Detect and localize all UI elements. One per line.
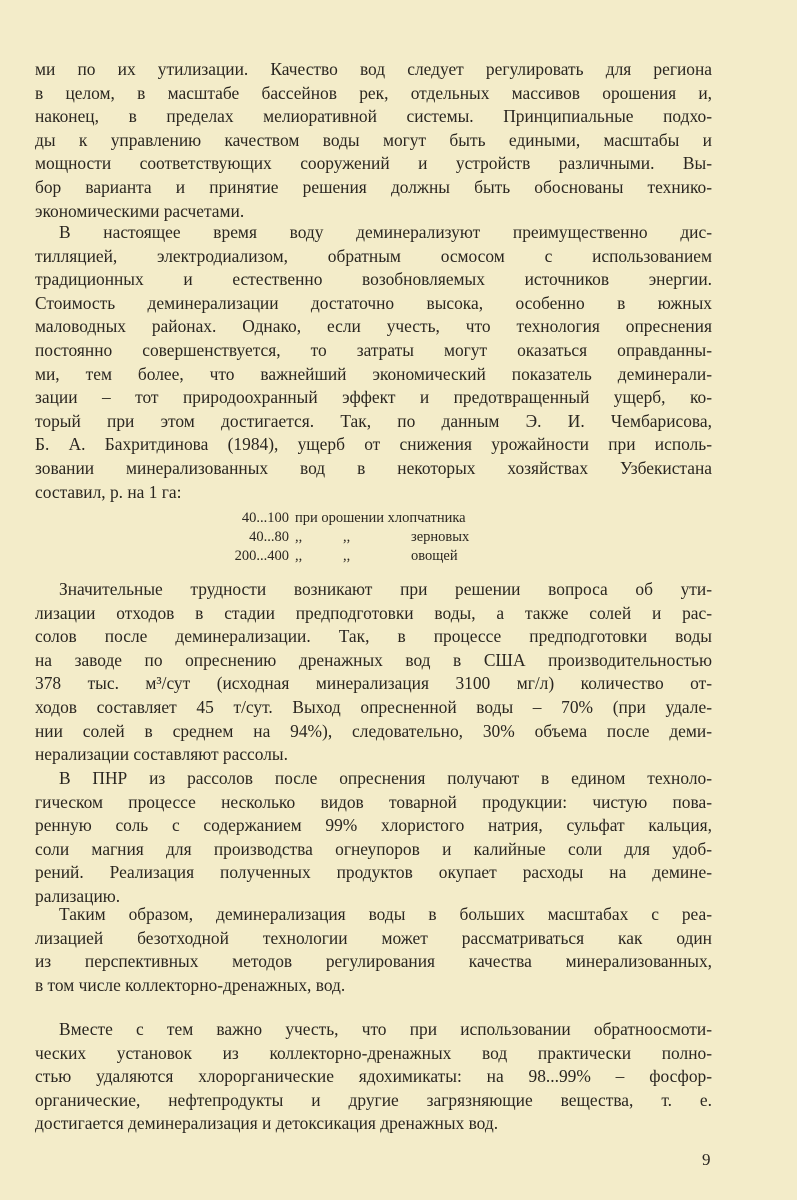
text-line: ми по их утилизации. Качество вод следует регулировать для региона xyxy=(35,59,712,79)
text-line: зации – тот природоохранный эффект и предотвращенный ущерб, ко- xyxy=(35,387,712,408)
text-line: ми, тем более, что важнейший экономический показатель деминерали- xyxy=(35,363,712,384)
ditto-mark: ,, xyxy=(343,529,351,545)
text-line: составил, р. на 1 га: xyxy=(35,481,182,502)
range: 200...400 xyxy=(234,548,289,564)
range: 40...100 xyxy=(241,510,289,526)
paragraph xyxy=(35,58,712,223)
text-line: мощности соответствующих сооружений и устройств различными. Вы- xyxy=(35,153,712,174)
text-line: из перспективных методов регулирования качества минерализованных, xyxy=(35,951,712,972)
paragraph xyxy=(35,767,712,909)
text-line: постоянно совершенствуется, то затраты могут оказаться оправданны- xyxy=(35,339,712,360)
text-line: рализацию. xyxy=(35,885,121,906)
paragraph xyxy=(35,221,712,504)
text-line: традиционных и естественно возобновляемых источников энергии. xyxy=(35,269,712,290)
text-line: солов после деминерализации. Так, в процессе предподготовки воды xyxy=(35,626,712,647)
text-line: ходов составляет 45 т/сут. Выход опресненной воды – 70% (при удале- xyxy=(35,696,712,717)
paragraph xyxy=(35,1018,712,1136)
text-line: в целом, в масштабе бассейнов рек, отдельных массивов орошения и, xyxy=(35,82,712,103)
text-line: стью удаляются хлорорганические ядохимикаты: на 98...99% – фосфор- xyxy=(35,1066,712,1087)
text-line: Стоимость деминерализации достаточно высока, особенно в южных xyxy=(35,292,712,313)
text-line: экономическими расчетами. xyxy=(35,200,245,221)
ditto-mark: ,, xyxy=(295,548,303,564)
page-number: 9 xyxy=(702,1150,711,1169)
text-line: торый при этом достигается. Так, по данным Э. И. Чембарисова, xyxy=(35,410,712,431)
paragraph xyxy=(35,903,712,997)
text-line: Значительные трудности возникают при решении вопроса об ути- xyxy=(59,579,712,599)
text-line: рений. Реализация полученных продуктов окупает расходы на демине- xyxy=(35,862,712,883)
text-line: органические, нефтепродукты и другие загрязняющие вещества, т. е. xyxy=(35,1089,712,1110)
text-line: в том числе коллекторно-дренажных, вод. xyxy=(35,974,346,995)
text-line: лизацией безотходной технологии может рассматриваться как один xyxy=(35,927,712,948)
table-row xyxy=(217,547,469,566)
damage-table xyxy=(217,509,469,566)
ditto-mark: ,, xyxy=(295,529,303,545)
table-row xyxy=(217,509,469,528)
text-line: лизации отходов в стадии предподготовки воды, а также солей и рас- xyxy=(35,602,712,623)
text-line: достигается деминерализация и детоксикация дренажных вод. xyxy=(35,1113,499,1134)
text-line: Б. А. Бахритдинова (1984), ущерб от снижения урожайности при исполь- xyxy=(35,434,712,455)
irrigation-label: при орошении xyxy=(295,510,385,526)
text-line: бор варианта и принятие решения должны быть обоснованы технико- xyxy=(35,176,712,197)
text-line: В ПНР из рассолов после опреснения получают в едином техноло- xyxy=(59,768,712,788)
text-line: нии солей в среднем на 94%), следовательно, 30% объема после деми- xyxy=(35,720,712,741)
text-line: соли магния для производства огнеупоров и калийные соли для удоб- xyxy=(35,838,712,859)
text-line: В настоящее время воду деминерализуют преимущественно дис- xyxy=(59,222,712,242)
crop: зерновых xyxy=(411,529,470,545)
range: 40...80 xyxy=(249,529,289,545)
text-line: нерализации составляют рассолы. xyxy=(35,744,288,765)
text-line: ды к управлению качеством воды могут быть едиными, масштабы и xyxy=(35,129,712,150)
text-line: тилляцией, электродиализом, обратным осмосом с использованием xyxy=(35,245,712,266)
text-line: на заводе по опреснению дренажных вод в США производительностью xyxy=(35,649,712,670)
text-line: маловодных районах. Однако, если учесть, что технология опреснения xyxy=(35,316,712,337)
table-row xyxy=(217,528,469,547)
text-line: Таким образом, деминерализация воды в больших масштабах с реа- xyxy=(59,904,712,924)
crop: овощей xyxy=(411,548,458,564)
crop: хлопчатника xyxy=(387,510,466,526)
text-line: ренную соль с содержанием 99% хлористого натрия, сульфат кальция, xyxy=(35,815,712,836)
text-line: зовании минерализованных вод в некоторых хозяйствах Узбекистана xyxy=(35,457,712,478)
paragraph xyxy=(35,578,712,767)
text-line: наконец, в пределах мелиоративной системы. Принципиальные подхо- xyxy=(35,106,712,127)
text-line: ческих установок из коллекторно-дренажных вод практически полно- xyxy=(35,1042,712,1063)
text-line: Вместе с тем важно учесть, что при использовании обратноосмоти- xyxy=(59,1019,712,1039)
text-line: гическом процессе несколько видов товарной продукции: чистую пова- xyxy=(35,791,712,812)
text-line: 378 тыс. м³/сут (исходная минерализация 3100 мг/л) количество от- xyxy=(35,673,712,694)
ditto-mark: ,, xyxy=(343,548,351,564)
